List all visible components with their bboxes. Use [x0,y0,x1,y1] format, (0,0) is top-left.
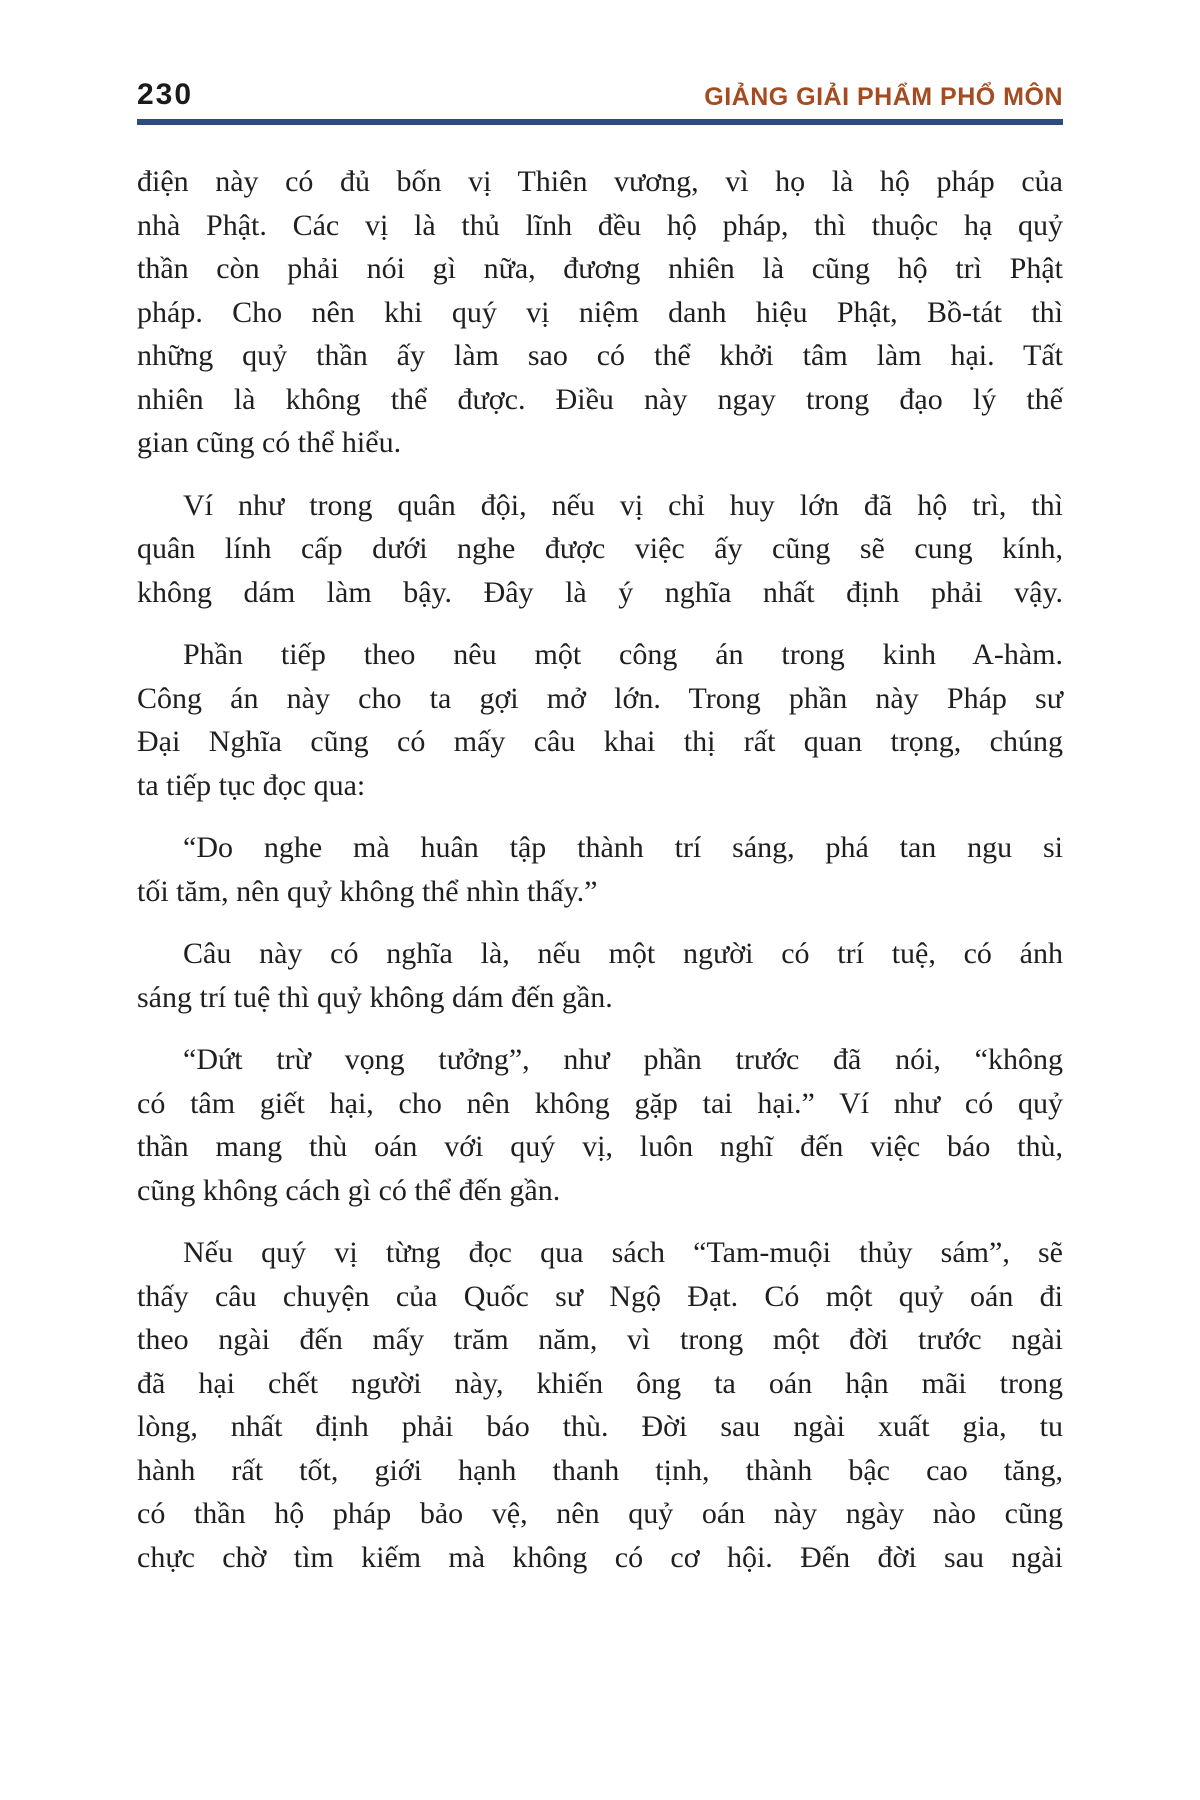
paragraph [137,1038,1063,1212]
text-line: ta tiếp tục đọc qua: [137,768,366,802]
text-line: lòng, nhất định phải báo thù. Đời sau ngài xuất gia, tu [137,1410,1063,1443]
text-line: có tâm giết hại, cho nên không gặp tai hại.” Ví như có quỷ [137,1086,1063,1120]
text-line: không dám làm bậy. Đây là ý nghĩa nhất định phải vậy. [137,575,1063,609]
page-body [137,160,1063,1598]
text-line: Câu này có nghĩa là, nếu một người có trí tuệ, có ánh [183,937,1063,970]
text-line: sáng trí tuệ thì quỷ không dám đến gần. [137,980,613,1014]
text-line: quân lính cấp dưới nghe được việc ấy cũng sẽ cung kính, [137,532,1063,565]
paragraph [137,1231,1063,1579]
paragraph [137,484,1063,615]
text-line: chực chờ tìm kiếm mà không có cơ hội. Đến đời sau ngài [137,1540,1063,1574]
text-line: Phần tiếp theo nêu một công án trong kinh A-hàm. [183,638,1063,671]
header-divider [137,119,1063,125]
running-title: GIẢNG GIẢI PHẨM PHỔ MÔN [704,83,1063,111]
text-line: thần mang thù oán với quý vị, luôn nghĩ đến việc báo thù, [137,1130,1063,1163]
text-line: Công án này cho ta gợi mở lớn. Trong phần này Pháp sư [137,681,1063,715]
page-number: 230 [137,78,194,111]
text-line: những quỷ thần ấy làm sao có thể khởi tâm làm hại. Tất [137,339,1063,372]
paragraph [137,826,1063,913]
text-line: Ví như trong quân đội, nếu vị chỉ huy lớn đã hộ trì, thì [183,488,1063,522]
text-line: Nếu quý vị từng đọc qua sách “Tam-muội thủy sám”, sẽ [183,1236,1063,1269]
text-line: pháp. Cho nên khi quý vị niệm danh hiệu Phật, Bồ-tát thì [137,295,1063,329]
text-line: nhiên là không thể được. Điều này ngay trong đạo lý thế [137,382,1063,416]
text-line: hành rất tốt, giới hạnh thanh tịnh, thành bậc cao tăng, [137,1453,1063,1487]
text-line: gian cũng có thể hiểu. [137,426,402,459]
text-line: Đại Nghĩa cũng có mấy câu khai thị rất quan trọng, chúng [137,725,1063,758]
text-line: tối tăm, nên quỷ không thể nhìn thấy.” [137,874,598,908]
paragraph [137,932,1063,1019]
text-line: có thần hộ pháp bảo vệ, nên quỷ oán này ngày nào cũng [137,1497,1063,1530]
text-line: đã hại chết người này, khiến ông ta oán hận mãi trong [137,1366,1063,1400]
text-line: “Dứt trừ vọng tưởng”, như phần trước đã nói, “không [183,1043,1063,1076]
text-line: theo ngài đến mấy trăm năm, vì trong một đời trước ngài [137,1323,1063,1356]
text-line: thần còn phải nói gì nữa, đương nhiên là cũng hộ trì Phật [137,252,1063,285]
page-header [137,80,1063,110]
text-line: nhà Phật. Các vị là thủ lĩnh đều hộ pháp, thì thuộc hạ quỷ [137,208,1063,242]
text-line: “Do nghe mà huân tập thành trí sáng, phá tan ngu si [183,831,1063,864]
text-line: thấy câu chuyện của Quốc sư Ngộ Đạt. Có một quỷ oán đi [137,1279,1063,1313]
text-line: cũng không cách gì có thể đến gần. [137,1173,561,1207]
text-line: điện này có đủ bốn vị Thiên vương, vì họ là hộ pháp của [137,165,1063,198]
paragraph [137,633,1063,807]
paragraph [137,160,1063,465]
